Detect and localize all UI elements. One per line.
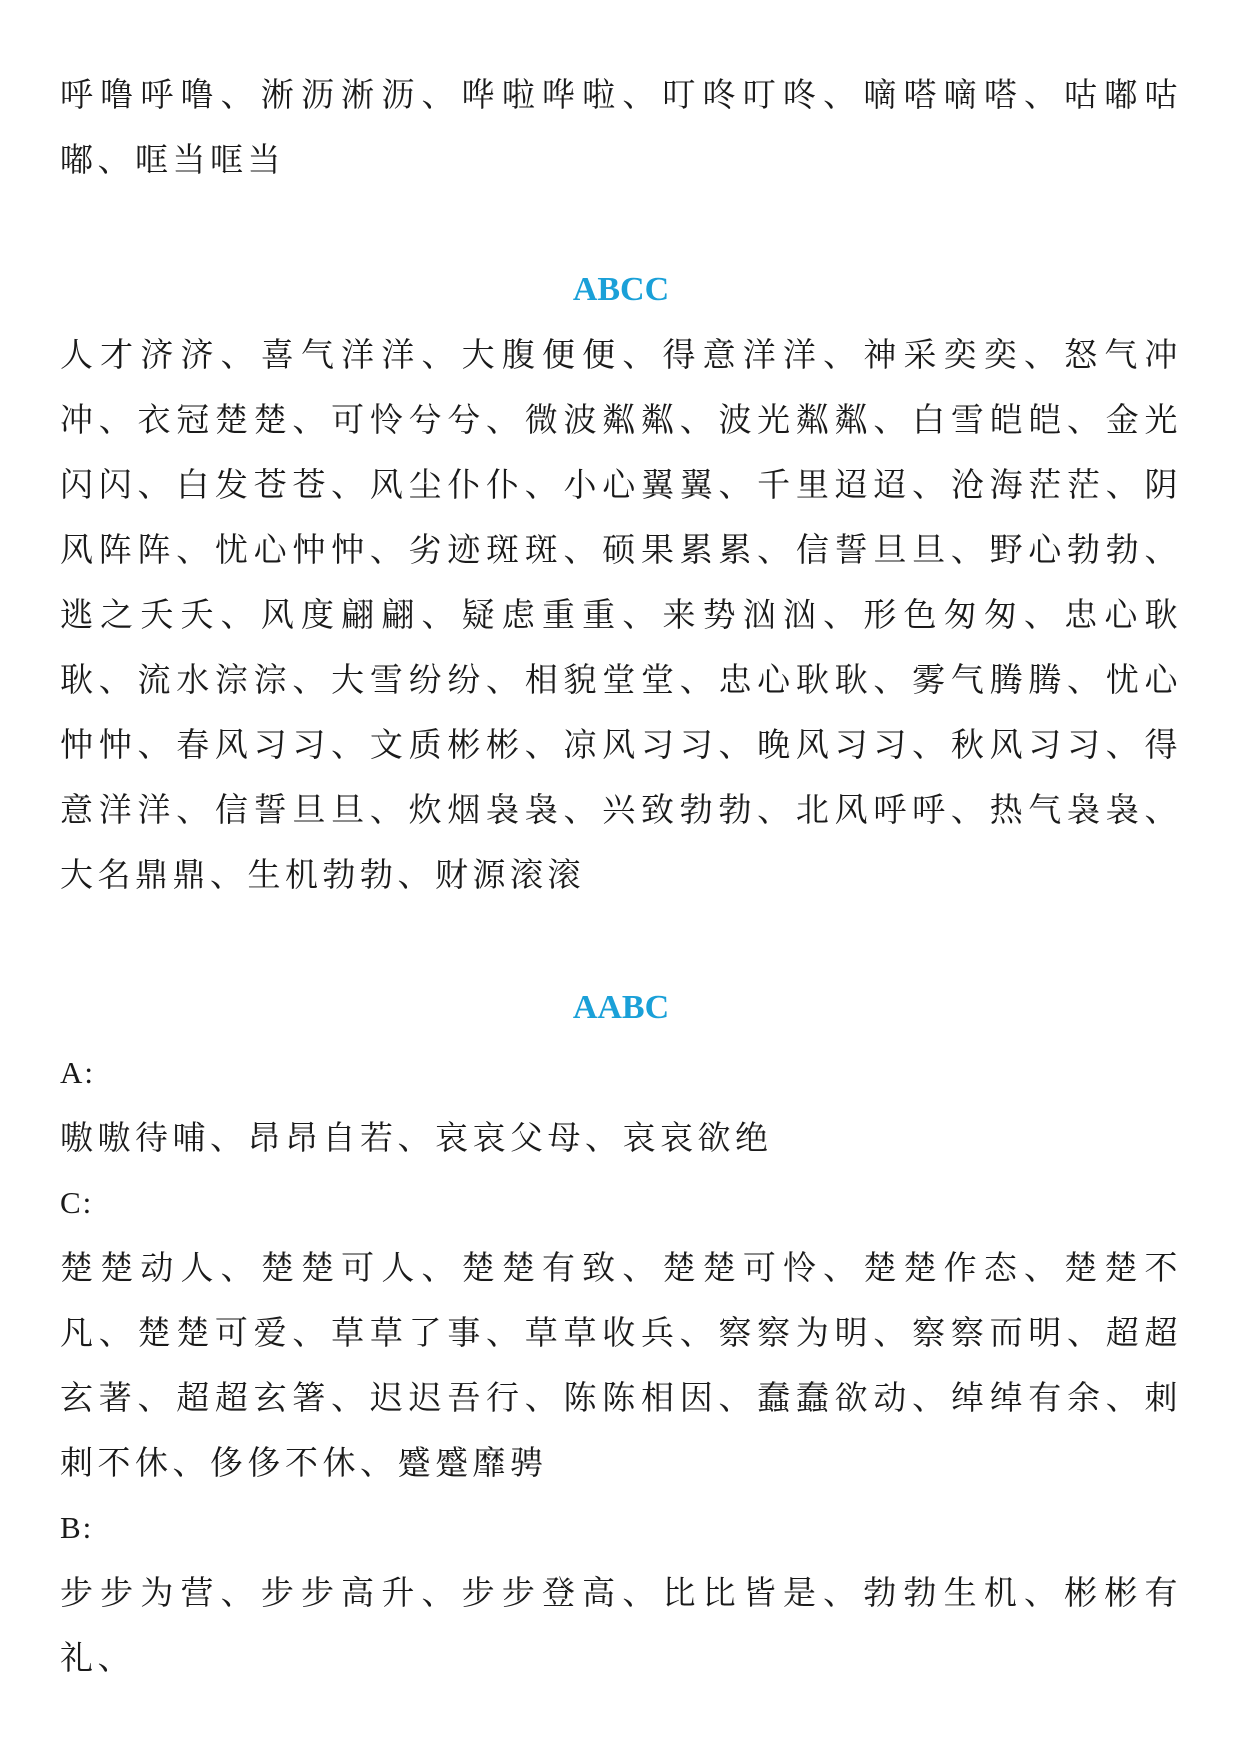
aabc-b-idioms-paragraph: 步步为营、步步高升、步步登高、比比皆是、勃勃生机、彬彬有礼、 (60, 1573, 1182, 1677)
abcc-idioms-paragraph: 人才济济、喜气洋洋、大腹便便、得意洋洋、神采奕奕、怒气冲冲、衣冠楚楚、可怜兮兮、微波粼粼、波光粼粼、白雪皑皑、金光闪闪、白发苍苍、风尘仆仆、小心翼翼、千里迢迢、沧海茫茫、阴风阵阵、忧心忡忡、劣迹斑斑、硕果累累、信誓旦旦、野心勃勃、逃之夭夭、风度翩翩、疑虑重重、来势汹汹、形色匆匆、忠心耿耿、流水淙淙、大雪纷纷、相貌堂堂、忠心耿耿、雾气腾腾、忧心忡忡、春风习习、文质彬彬、凉风习习、晚风习习、秋风习习、得意洋洋、信誓旦旦、炊烟袅袅、兴致勃勃、北风呼呼、热气袅袅、大名鼎鼎、生机勃勃、财源滚滚 (60, 335, 1182, 894)
aabc-a-idioms-paragraph: 嗷嗷待哺、昂昂自若、哀哀父母、哀哀欲绝 (60, 1118, 773, 1157)
document-page (60, 0, 1182, 1754)
aabc-c-idioms-paragraph: 楚楚动人、楚楚可人、楚楚有致、楚楚可怜、楚楚作态、楚楚不凡、楚楚可爱、草草了事、草草收兵、察察为明、察察而明、超超玄著、超超玄箸、迟迟吾行、陈陈相因、蠢蠢欲动、绰绰有余、刺刺不休、侈侈不休、蹙蹙靡骋 (60, 1248, 1182, 1482)
aabc-section-heading: AABC (572, 989, 670, 1026)
subsection-label-b: B: (60, 1510, 94, 1545)
subsection-label-a: A: (60, 1055, 95, 1090)
subsection-label-c: C: (60, 1185, 94, 1220)
abcc-section-heading: ABCC (572, 271, 670, 308)
onomatopoeia-paragraph: 呼噜呼噜、淅沥淅沥、哗啦哗啦、叮咚叮咚、嘀嗒嘀嗒、咕嘟咕嘟、哐当哐当 (60, 75, 1182, 179)
